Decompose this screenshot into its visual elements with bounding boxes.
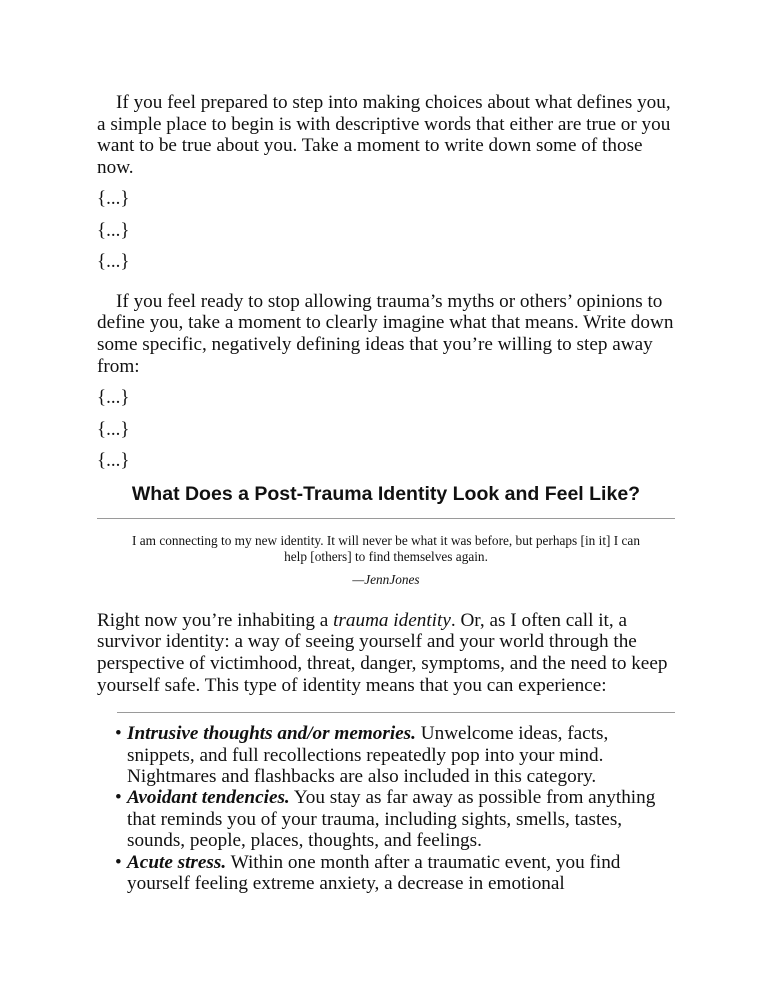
write-in-placeholder: {...} (97, 387, 130, 409)
write-in-placeholder: {...} (97, 450, 130, 472)
bullet-icon: • (115, 723, 122, 745)
paragraph-trauma-identity (97, 610, 675, 696)
write-in-placeholder: {...} (97, 219, 130, 241)
write-in-placeholder: {...} (97, 251, 130, 273)
symptom-list (97, 723, 675, 894)
epigraph-quote: I am connecting to my new identity. It will never be what it was before, but perhaps [in it] I can help [others] to find themselves again. (132, 532, 640, 565)
write-in-placeholder: {...} (97, 188, 130, 210)
list-item-text: You stay as far away as possible from anything that reminds you of your trauma, including sights, smells, tastes, sounds, people, places, thoughts, and feelings. (127, 787, 656, 852)
list-item-text: Within one month after a traumatic event, you find yourself feeling extreme anxiety, a decrease in emotional (127, 851, 621, 894)
divider (97, 518, 675, 519)
list-item-text: Unwelcome ideas, facts, snippets, and full recollections repeatedly pop into your mind. Nightmares and flashbacks are also included in this category. (127, 723, 609, 787)
list-item-term: Intrusive thoughts and/or memories. (127, 723, 416, 745)
quote-attribution: —JennJones (352, 571, 420, 587)
divider (117, 712, 675, 713)
list-item (115, 723, 675, 787)
intro-text-before: Right now you’re inhabiting a (97, 609, 334, 631)
section-heading: What Does a Post-Trauma Identity Look and Feel Like? (131, 482, 641, 505)
paragraph-descriptive-words: If you feel prepared to step into making choices about what defines you, a simple place to begin is with descriptive words that either are true or you want to be true about you. Take a moment to write down some of those now. (97, 92, 671, 178)
placeholder-list-2 (97, 387, 675, 471)
paragraph-defining-ideas: If you feel ready to stop allowing trauma’s myths or others’ opinions to define you, take a moment to clearly imagine what that means. Write down some specific, negatively defining ideas that you’re willing to step away from: (97, 290, 674, 377)
bullet-icon: • (115, 851, 122, 873)
intro-emphasis: trauma identity (333, 609, 451, 631)
write-in-placeholder: {...} (97, 418, 130, 440)
list-item (115, 852, 675, 895)
list-item (115, 787, 675, 851)
list-item-term: Acute stress. (127, 851, 227, 873)
bullet-icon: • (115, 787, 122, 809)
list-item-term: Avoidant tendencies. (127, 787, 290, 809)
document-page (97, 92, 675, 894)
placeholder-list-1 (97, 188, 675, 272)
intro-text-after: . Or, as I often call it, a survivor identity: a way of seeing yourself and your world through the perspective of victimhood, threat, danger, symptoms, and the need to keep yourself safe. This type of identity means that you can experience: (97, 609, 668, 696)
